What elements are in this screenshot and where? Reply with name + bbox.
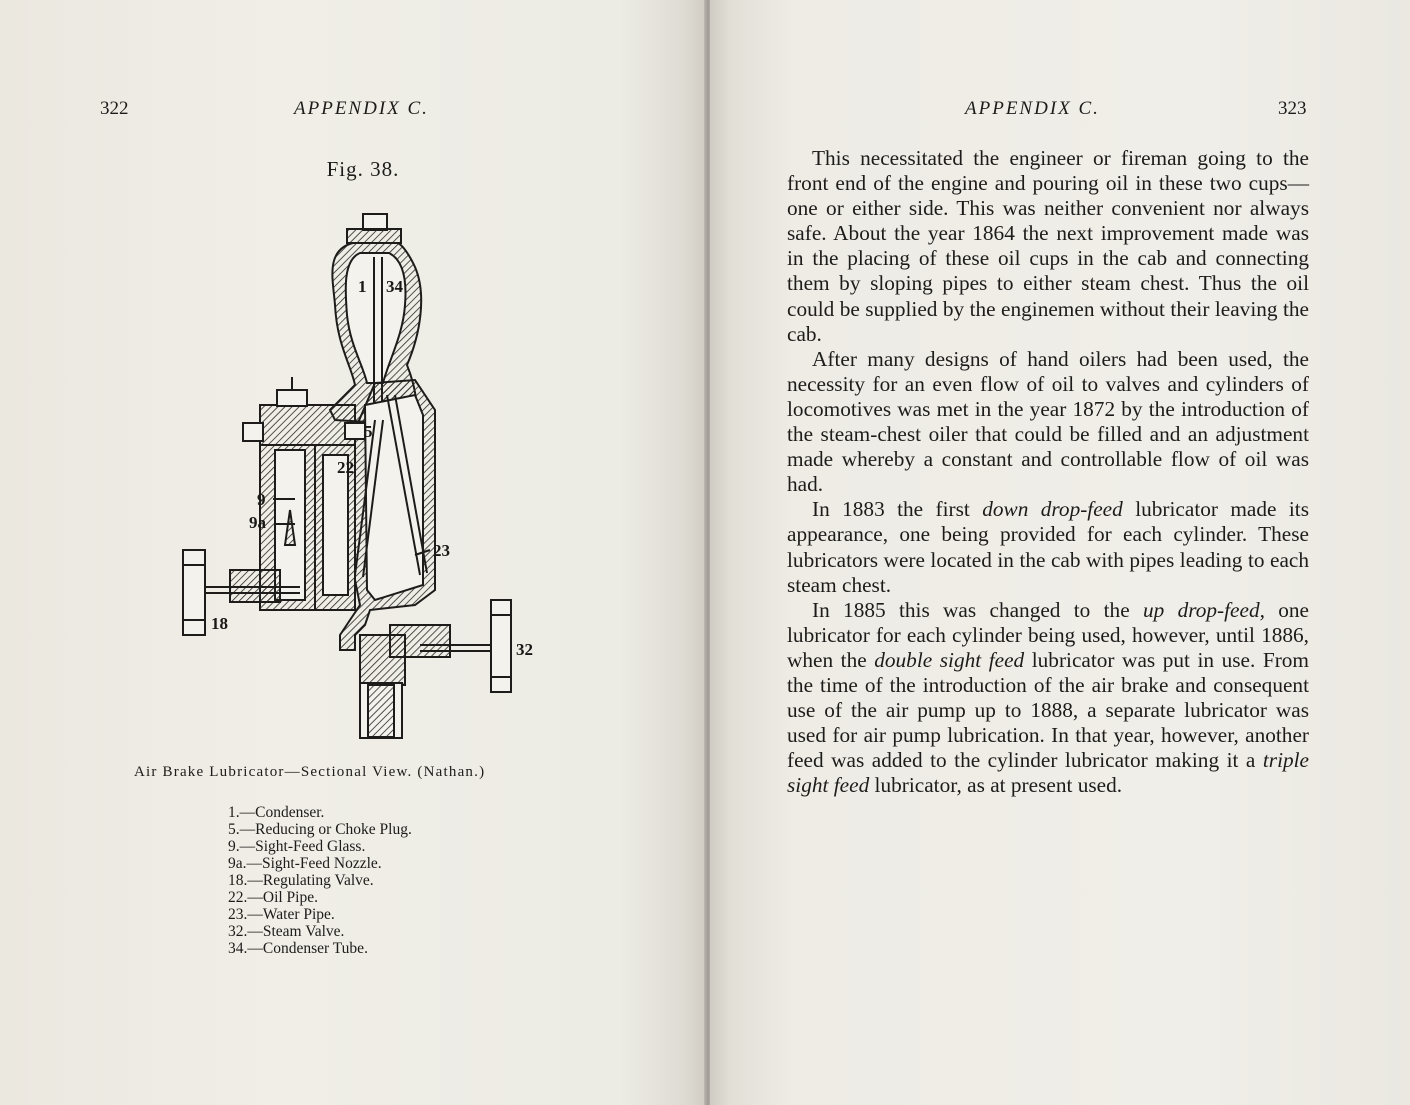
legend-item: 9a.—Sight-Feed Nozzle. xyxy=(228,855,382,872)
figure-label: Fig. 38. xyxy=(326,157,400,181)
figure-legend xyxy=(228,804,412,957)
legend-item: 34.—Condenser Tube. xyxy=(228,940,368,957)
page-number-left: 322 xyxy=(100,98,129,119)
legend-item: 18.—Regulating Valve. xyxy=(228,872,374,889)
running-head-right: APPENDIX C. xyxy=(965,98,1100,119)
text-run: In 1885 this was changed to the xyxy=(812,597,1143,622)
paragraph-3 xyxy=(787,497,1309,597)
legend-item: 1.—Condenser. xyxy=(228,804,325,821)
text-run: lubricator, as at present used. xyxy=(869,773,1123,798)
body-text xyxy=(787,146,1309,798)
italic-run: down drop-feed xyxy=(982,497,1123,522)
label-9: 9 xyxy=(257,490,266,509)
label-32: 32 xyxy=(516,640,533,659)
label-9a: 9a xyxy=(249,513,266,532)
label-18: 18 xyxy=(211,614,228,633)
italic-run: up drop-feed, xyxy=(1142,597,1265,622)
paragraph-2: After many designs of hand oilers had been used, the necessity for an even flow of oil to valves and cylinders of locomotives was met in the year 1872 by the introduction of the steam-chest oiler that could be filled and an adjustment made whereby a constant and controllable flow of oil was had. xyxy=(787,346,1309,497)
text-run: In 1883 the first xyxy=(812,497,983,522)
label-23: 23 xyxy=(433,541,450,560)
text-run: lubricator was put in use. From the time of the introduction of the air brake and consequent use of the air pump up to 1888, a separate lubricator was used for air pump lubrication. In that year, however, another feed was added to the cylinder lubricator making it a xyxy=(787,647,1309,773)
lubricator-sectional-diagram xyxy=(175,205,555,750)
italic-run: double sight feed xyxy=(874,647,1025,672)
text-run: one lubricator for each cylinder being used, however, until 1886, when the xyxy=(787,597,1310,672)
label-1: 1 xyxy=(358,277,367,296)
label-22: 22 xyxy=(337,458,354,477)
italic-run: triple sight feed xyxy=(787,748,1309,798)
legend-item: 23.—Water Pipe. xyxy=(228,906,335,923)
legend-item: 9.—Sight-Feed Glass. xyxy=(228,838,366,855)
paragraph-4 xyxy=(787,598,1309,799)
page-number-right: 323 xyxy=(1278,98,1307,119)
legend-item: 22.—Oil Pipe. xyxy=(228,889,318,906)
text-run: lubricator made its appearance, one being provided for each cylinder. These lubricators were located in the cab with pipes leading to each steam chest. xyxy=(787,497,1310,597)
paragraph-1: This necessitated the engineer or fireman going to the front end of the engine and pouring oil in these two cups—one or either side. This was neither convenient nor always safe. About the year 1864 the next improvement made was in the placing of these oil cups in the cab and connecting them by sloping pipes to either steam chest. Thus the oil could be supplied by the enginemen without their leaving the cab. xyxy=(787,146,1309,346)
running-head-left: APPENDIX C. xyxy=(294,98,429,119)
figure-caption: Air Brake Lubricator—Sectional View. (Nathan.) xyxy=(134,764,486,780)
label-34: 34 xyxy=(386,277,403,296)
legend-item: 32.—Steam Valve. xyxy=(228,923,345,940)
legend-item: 5.—Reducing or Choke Plug. xyxy=(228,821,412,838)
label-5: 5 xyxy=(364,422,373,441)
